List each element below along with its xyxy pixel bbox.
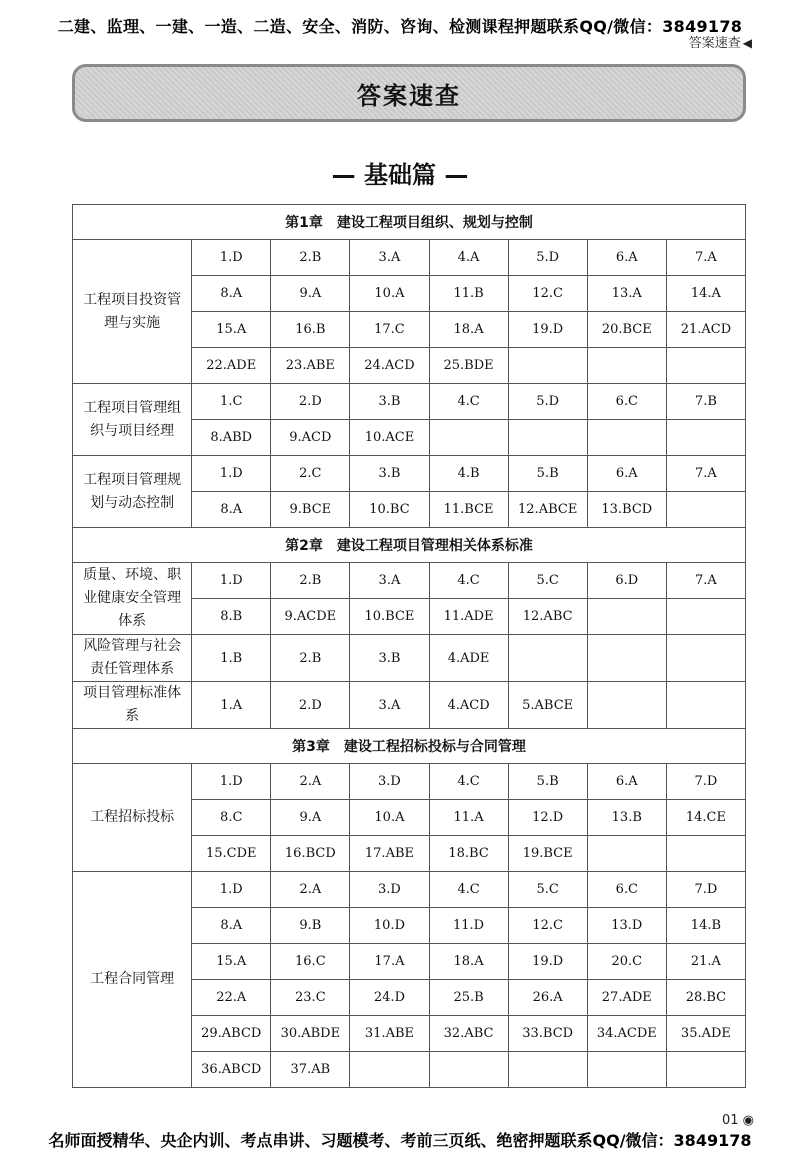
- empty-cell: [508, 420, 587, 456]
- answer-cell: 22.ADE: [192, 348, 271, 384]
- answer-cell: 12.D: [508, 800, 587, 836]
- answer-cell: 7.A: [666, 456, 745, 492]
- answer-cell: 8.ABD: [192, 420, 271, 456]
- empty-cell: [587, 836, 666, 872]
- answer-cell: 2.B: [271, 635, 350, 682]
- table-row: [73, 872, 746, 908]
- answer-cell: 2.D: [271, 384, 350, 420]
- answer-cell: 8.C: [192, 800, 271, 836]
- answer-cell: 18.A: [429, 312, 508, 348]
- answer-cell: 14.A: [666, 276, 745, 312]
- empty-cell: [587, 1052, 666, 1088]
- answer-cell: 13.B: [587, 800, 666, 836]
- answer-cell: 22.A: [192, 980, 271, 1016]
- empty-cell: [666, 599, 745, 635]
- answer-cell: 12.ABC: [508, 599, 587, 635]
- answer-cell: 4.C: [429, 384, 508, 420]
- answer-cell: 6.D: [587, 563, 666, 599]
- answer-cell: 4.C: [429, 764, 508, 800]
- answer-cell: 16.BCD: [271, 836, 350, 872]
- empty-cell: [666, 1052, 745, 1088]
- empty-cell: [508, 635, 587, 682]
- table-row: [73, 240, 746, 276]
- answer-cell: 23.C: [271, 980, 350, 1016]
- answer-cell: 11.ADE: [429, 599, 508, 635]
- answer-cell: 5.B: [508, 764, 587, 800]
- answer-cell: 9.BCE: [271, 492, 350, 528]
- answer-cell: 11.BCE: [429, 492, 508, 528]
- answer-cell: 1.D: [192, 240, 271, 276]
- answer-cell: 6.A: [587, 456, 666, 492]
- answer-cell: 8.A: [192, 276, 271, 312]
- answer-cell: 12.ABCE: [508, 492, 587, 528]
- answer-cell: 21.A: [666, 944, 745, 980]
- answer-cell: 7.A: [666, 240, 745, 276]
- running-head-label: 答案速查: [688, 36, 741, 51]
- answer-cell: 10.A: [350, 276, 429, 312]
- answer-cell: 37.AB: [271, 1052, 350, 1088]
- answer-cell: 5.D: [508, 384, 587, 420]
- table-row: [73, 764, 746, 800]
- running-head: [689, 32, 752, 51]
- answer-cell: 24.ACD: [350, 348, 429, 384]
- empty-cell: [429, 1052, 508, 1088]
- answer-cell: 3.A: [350, 563, 429, 599]
- empty-cell: [587, 682, 666, 729]
- answer-cell: 23.ABE: [271, 348, 350, 384]
- answer-cell: 19.D: [508, 944, 587, 980]
- topic-label: 工程合同管理: [73, 872, 192, 1088]
- answer-cell: 4.C: [429, 872, 508, 908]
- answer-cell: 25.B: [429, 980, 508, 1016]
- answer-cell: 5.B: [508, 456, 587, 492]
- answer-cell: 18.BC: [429, 836, 508, 872]
- empty-cell: [666, 420, 745, 456]
- answer-cell: 6.C: [587, 872, 666, 908]
- answer-cell: 17.A: [350, 944, 429, 980]
- empty-cell: [508, 348, 587, 384]
- answer-cell: 6.A: [587, 764, 666, 800]
- answer-cell: 34.ACDE: [587, 1016, 666, 1052]
- empty-cell: [587, 348, 666, 384]
- answer-cell: 3.D: [350, 872, 429, 908]
- answer-cell: 3.B: [350, 384, 429, 420]
- answer-cell: 5.C: [508, 563, 587, 599]
- empty-cell: [666, 836, 745, 872]
- answer-cell: 5.ABCE: [508, 682, 587, 729]
- answer-cell: 6.C: [587, 384, 666, 420]
- page-title: 答案速查: [357, 81, 461, 110]
- answer-cell: 18.A: [429, 944, 508, 980]
- empty-cell: [350, 1052, 429, 1088]
- answer-cell: 10.A: [350, 800, 429, 836]
- answer-cell: 14.B: [666, 908, 745, 944]
- answer-cell: 17.C: [350, 312, 429, 348]
- answer-cell: 19.D: [508, 312, 587, 348]
- answer-cell: 35.ADE: [666, 1016, 745, 1052]
- answer-cell: 4.ACD: [429, 682, 508, 729]
- table-row: [73, 384, 746, 420]
- page-number-value: 01: [721, 1113, 739, 1128]
- topic-label: 质量、环境、职业健康安全管理体系: [73, 563, 192, 635]
- answer-cell: 1.D: [192, 764, 271, 800]
- answer-cell: 20.BCE: [587, 312, 666, 348]
- answer-cell: 21.ACD: [666, 312, 745, 348]
- answer-cell: 1.A: [192, 682, 271, 729]
- answer-cell: 3.B: [350, 635, 429, 682]
- answer-cell: 17.ABE: [350, 836, 429, 872]
- answer-cell: 32.ABC: [429, 1016, 508, 1052]
- empty-cell: [666, 682, 745, 729]
- answer-cell: 3.A: [350, 682, 429, 729]
- answer-cell: 1.B: [192, 635, 271, 682]
- chapter-title: 第2章 建设工程项目管理相关体系标准: [73, 528, 746, 563]
- answer-cell: 11.D: [429, 908, 508, 944]
- topic-label: 工程项目投资管理与实施: [73, 240, 192, 384]
- answer-cell: 12.C: [508, 908, 587, 944]
- answer-cell: 13.D: [587, 908, 666, 944]
- answer-cell: 13.BCD: [587, 492, 666, 528]
- answer-cell: 4.B: [429, 456, 508, 492]
- answer-cell: 4.ADE: [429, 635, 508, 682]
- empty-cell: [587, 420, 666, 456]
- answer-cell: 8.A: [192, 492, 271, 528]
- answer-cell: 2.D: [271, 682, 350, 729]
- answer-cell: 4.A: [429, 240, 508, 276]
- answer-cell: 9.ACD: [271, 420, 350, 456]
- answer-cell: 28.BC: [666, 980, 745, 1016]
- answer-cell: 2.A: [271, 764, 350, 800]
- answer-cell: 7.D: [666, 764, 745, 800]
- empty-cell: [666, 348, 745, 384]
- page-number: [722, 1113, 754, 1128]
- answer-cell: 29.ABCD: [192, 1016, 271, 1052]
- topic-label: 风险管理与社会责任管理体系: [73, 635, 192, 682]
- answer-cell: 33.BCD: [508, 1016, 587, 1052]
- answer-cell: 25.BDE: [429, 348, 508, 384]
- answer-cell: 7.B: [666, 384, 745, 420]
- answer-cell: 2.C: [271, 456, 350, 492]
- answer-cell: 10.BC: [350, 492, 429, 528]
- answer-cell: 19.BCE: [508, 836, 587, 872]
- answer-cell: 27.ADE: [587, 980, 666, 1016]
- empty-cell: [429, 420, 508, 456]
- empty-cell: [666, 492, 745, 528]
- answer-cell: 11.B: [429, 276, 508, 312]
- top-banner: 二建、监理、一建、一造、二造、安全、消防、咨询、检测课程押题联系QQ/微信：3849178: [57, 17, 743, 36]
- table-row: [73, 563, 746, 599]
- answer-cell: 5.C: [508, 872, 587, 908]
- answer-cell: 4.C: [429, 563, 508, 599]
- answer-cell: 26.A: [508, 980, 587, 1016]
- topic-label: 工程项目管理组织与项目经理: [73, 384, 192, 456]
- chapter-header-row: [73, 729, 746, 764]
- chapter-header-row: [73, 205, 746, 240]
- answer-cell: 11.A: [429, 800, 508, 836]
- answer-cell: 1.D: [192, 563, 271, 599]
- answer-cell: 15.CDE: [192, 836, 271, 872]
- answer-cell: 3.B: [350, 456, 429, 492]
- answer-cell: 10.D: [350, 908, 429, 944]
- answer-cell: 16.C: [271, 944, 350, 980]
- table-row: [73, 635, 746, 682]
- answer-cell: 10.ACE: [350, 420, 429, 456]
- answer-cell: 31.ABE: [350, 1016, 429, 1052]
- answer-cell: 3.A: [350, 240, 429, 276]
- answer-cell: 24.D: [350, 980, 429, 1016]
- answer-cell: 1.D: [192, 456, 271, 492]
- answer-cell: 5.D: [508, 240, 587, 276]
- answer-cell: 2.A: [271, 872, 350, 908]
- answer-cell: 9.A: [271, 800, 350, 836]
- answer-cell: 2.B: [271, 240, 350, 276]
- table-row: [73, 456, 746, 492]
- topic-label: 项目管理标准体系: [73, 682, 192, 729]
- answer-cell: 1.C: [192, 384, 271, 420]
- answer-cell: 3.D: [350, 764, 429, 800]
- answer-cell: 9.A: [271, 276, 350, 312]
- empty-cell: [508, 1052, 587, 1088]
- topic-label: 工程招标投标: [73, 764, 192, 872]
- answer-cell: 8.B: [192, 599, 271, 635]
- bottom-banner: 名师面授精华、央企内训、考点串讲、习题模考、考前三页纸、绝密押题联系QQ/微信：3849178: [48, 1131, 752, 1150]
- answer-cell: 6.A: [587, 240, 666, 276]
- answer-cell: 1.D: [192, 872, 271, 908]
- answer-cell: 7.D: [666, 872, 745, 908]
- title-box: [72, 64, 746, 122]
- empty-cell: [587, 635, 666, 682]
- triangle-icon: ◀: [742, 36, 752, 50]
- answer-cell: 10.BCE: [350, 599, 429, 635]
- answer-cell: 20.C: [587, 944, 666, 980]
- chapter-title: 第1章 建设工程项目组织、规划与控制: [73, 205, 746, 240]
- answer-cell: 15.A: [192, 312, 271, 348]
- answer-cell: 30.ABDE: [271, 1016, 350, 1052]
- chapter-title: 第3章 建设工程招标投标与合同管理: [73, 729, 746, 764]
- answer-cell: 7.A: [666, 563, 745, 599]
- table-row: [73, 682, 746, 729]
- answer-cell: 9.ACDE: [271, 599, 350, 635]
- section-title: — 基础篇 —: [331, 161, 469, 189]
- topic-label: 工程项目管理规划与动态控制: [73, 456, 192, 528]
- answer-cell: 2.B: [271, 563, 350, 599]
- answer-cell: 14.CE: [666, 800, 745, 836]
- page-mark-icon: ◉: [742, 1113, 754, 1128]
- answer-cell: 15.A: [192, 944, 271, 980]
- answer-table-body: [73, 205, 746, 1088]
- answer-cell: 12.C: [508, 276, 587, 312]
- answer-cell: 36.ABCD: [192, 1052, 271, 1088]
- answer-cell: 13.A: [587, 276, 666, 312]
- answer-cell: 16.B: [271, 312, 350, 348]
- answer-table: [72, 204, 746, 1088]
- answer-cell: 9.B: [271, 908, 350, 944]
- answer-cell: 8.A: [192, 908, 271, 944]
- chapter-header-row: [73, 528, 746, 563]
- empty-cell: [666, 635, 745, 682]
- empty-cell: [587, 599, 666, 635]
